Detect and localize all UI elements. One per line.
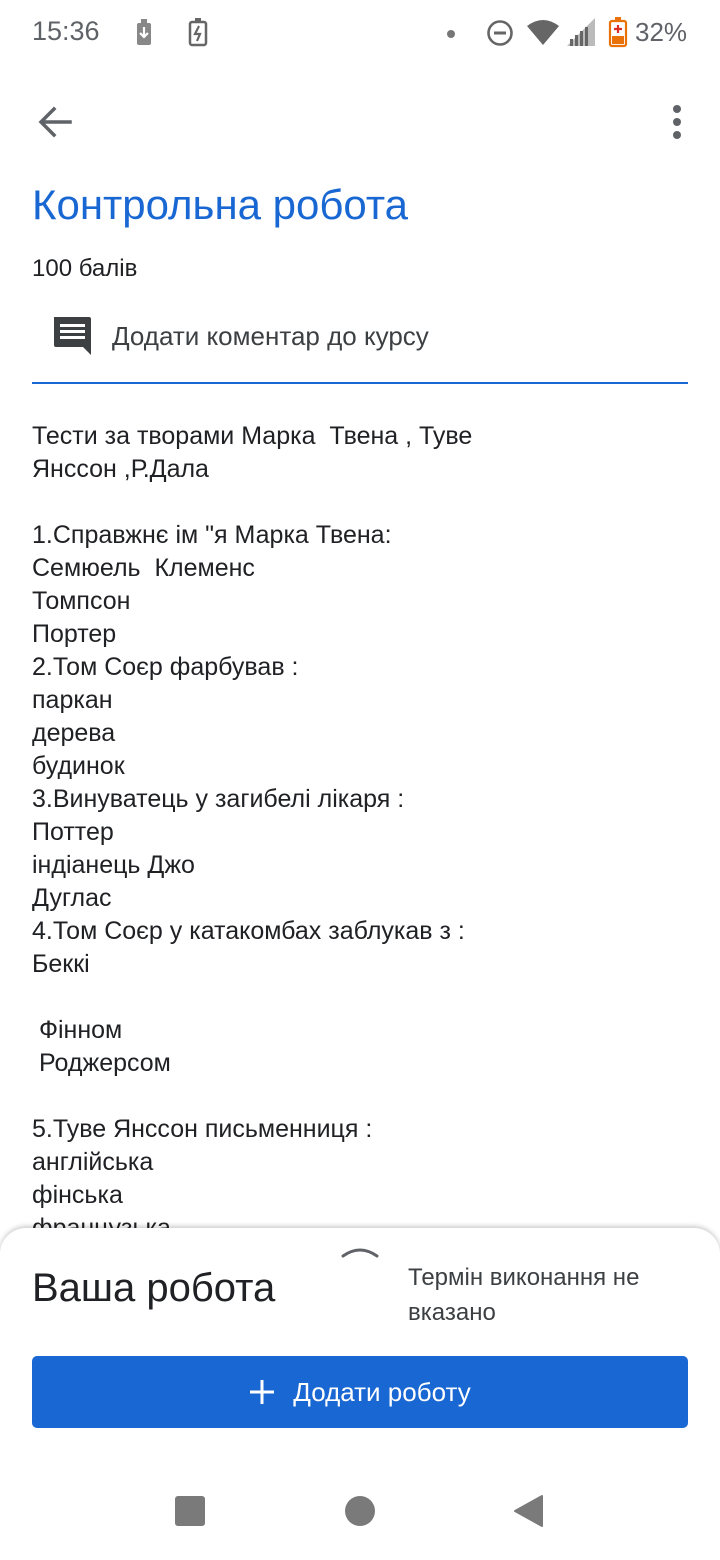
add-work-label: Додати роботу xyxy=(293,1376,471,1407)
description-line: Роджерсом xyxy=(32,1049,171,1077)
add-work-button[interactable] xyxy=(32,1356,688,1428)
description-line xyxy=(32,486,688,519)
add-class-comment-button[interactable] xyxy=(32,308,688,384)
more-options-button[interactable] xyxy=(660,100,694,144)
more-vert-icon xyxy=(660,100,694,144)
wifi-icon xyxy=(526,18,560,46)
description-line: Тести за творами Марка Твена , Туве xyxy=(32,422,473,450)
description-line: Беккі xyxy=(32,950,90,978)
description-line: 2.Том Соєр фарбував : xyxy=(32,653,299,681)
description-line: Поттер xyxy=(32,818,114,846)
arrow-left-icon xyxy=(32,100,80,144)
signal-icon xyxy=(566,17,596,47)
description-line: будинок xyxy=(32,752,125,780)
battery-percent: 32% xyxy=(635,17,688,47)
battery-icon xyxy=(608,16,628,48)
description-line: 3.Винуватець у загибелі лікаря : xyxy=(32,785,405,813)
description-line: дерева xyxy=(32,719,116,747)
comment-label: Додати коментар до курсу xyxy=(112,321,429,351)
description-line: індіанець Джо xyxy=(32,851,195,879)
description-line: паркан xyxy=(32,686,113,714)
description-line xyxy=(32,1080,688,1113)
description-line: 4.Том Соєр у катакомбах заблукав з : xyxy=(32,917,465,945)
battery-saver-icon xyxy=(188,17,208,47)
expand-sheet-handle[interactable] xyxy=(340,1242,380,1262)
description-line: 5.Туве Янссон письменниця : xyxy=(32,1115,373,1143)
comment-icon xyxy=(51,314,93,356)
do-not-disturb-icon xyxy=(486,19,514,47)
description-line: фінська xyxy=(32,1181,123,1209)
dot-icon xyxy=(446,29,456,39)
status-bar xyxy=(0,0,720,68)
description-line xyxy=(32,981,688,1014)
description-line: Томпсон xyxy=(32,587,131,615)
description-line: англійська xyxy=(32,1148,154,1176)
your-work-title: Ваша робота xyxy=(32,1266,276,1310)
back-button[interactable] xyxy=(32,100,80,144)
assignment-description xyxy=(32,420,688,1226)
description-line: 1.Справжнє ім "я Марка Твена: xyxy=(32,521,392,549)
download-icon xyxy=(135,17,153,47)
plus-icon xyxy=(249,1379,275,1405)
home-button[interactable] xyxy=(345,1496,375,1526)
assignment-points: 100 балів xyxy=(32,255,138,282)
description-line: Семюель Клеменс xyxy=(32,554,255,582)
description-line: Янссон ,Р.Дала xyxy=(32,455,209,483)
description-line: Фінном xyxy=(32,1016,123,1044)
description-line: Дуглас xyxy=(32,884,112,912)
system-back-button[interactable] xyxy=(513,1495,543,1527)
assignment-title: Контрольна робота xyxy=(32,181,408,228)
description-line: Портер xyxy=(32,620,117,648)
chevron-up-icon xyxy=(340,1242,380,1262)
recents-button[interactable] xyxy=(175,1496,205,1526)
status-time: 15:36 xyxy=(32,16,100,46)
due-date-text: Термін виконання не вказано xyxy=(408,1264,640,1326)
